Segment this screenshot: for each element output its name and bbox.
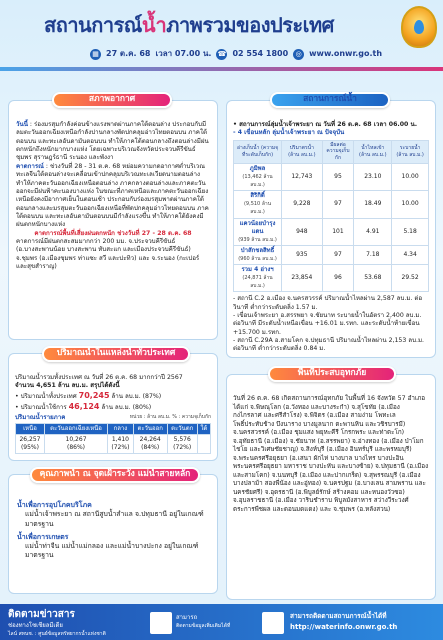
region-header: ตะวันตก bbox=[167, 423, 197, 434]
dam-value: 935 bbox=[282, 245, 322, 264]
dam-value: 10.00 bbox=[392, 163, 429, 190]
header bbox=[0, 0, 443, 70]
table-row bbox=[234, 218, 429, 245]
dam-value: 10.00 bbox=[392, 191, 429, 218]
dam-header: ระบายน้ำ (ล้าน ลบ.ม.) bbox=[392, 140, 429, 163]
table-row bbox=[234, 163, 429, 190]
dam-value: 7.18 bbox=[354, 245, 392, 264]
region-value bbox=[197, 434, 210, 453]
quality-item: น้ำเพื่อการเกษตร แม่น้ำท่าจีน แม่น้ำแม่กลอง และแม่น้ำบางปะกง อยู่ในเกณฑ์มาตรฐาน bbox=[17, 532, 199, 560]
dam-value: 53.68 bbox=[354, 265, 392, 292]
flood-heading: พื้นที่ประสบอุทกภัย bbox=[268, 366, 396, 382]
weather-card: วันนี้ : ร่องมรสุมกำลังค่อนข้างแรงพาดผ่านภาคใต้ตอนล่าง ประกอบกับมีลมตะวันออกเฉียงเหนือกำลังปานกลางพัดปกคลุมอ่าวไทยตอนบน ภาคใต้ตอนบน และทะเลอันดามันตอนบน ทำให้ภาคใต้ตอนกลางถึงตอนล่างมีฝนตกหนักถึงหนักมากบางแห่ง โดยเฉพาะบริเวณจังหวัดประจวบคีรีขันธ์ ชุมพร สุราษฎร์ธานี ระนอง และพังงา คาดการณ์ : ช่วงวันที่ 28 - 31 ต.ค. 68 หย่อมความกดอากาศต่ำบริเวณทะเลจีนใต้ตอนล่างจะเคลื่อนเข้าปกคลุมบริเวณทะเลเวียดนามตอนล่าง ทำให้ภาคตะวันออกเฉียงเหนือตอนล่าง ภาคกลางตอนล่างและภาคตะวันออกจะมีฝนฟ้าคะนองบางแห่ง ในขณะที่ภาคเหนือและภาคตะวันออกเฉียงเหนือยังคงมีอากาศเย็นในตอนเช้า ประกอบกับร่องมรสุมพาดผ่านภาคใต้ตอนกลางและมรสุมตะวันออกเฉียงเหนือที่พัดปกคลุมอ่าวไทยตอนบน ภาคใต้ตอนบน และทะเลอันดามันตอนบนมีกำลังแรงขึ้น ทำให้ภาคใต้ยังคงมีฝนตกหนักบางแห่ง คาดการณ์พื้นที่เสี่ยงฝนตกหนัก ช่วงวันที่ 27 - 28 ต.ค. 68 คาดการณ์มีฝนตกสะสมมากกว่า 200 มม. จ.ประจวบคีรีขันธ์ (อ.บางสะพานน้อย บางสะพาน ทับสะแก และเมืองประจวบคีรีขันธ์) จ.ชุมพร (อ.เมืองชุมพร ท่าแซะ สวี และปะทิว) และ จ.ระนอง (กะเปอร์ และสุขสำราญ) bbox=[8, 100, 218, 340]
region-value: 24,264 (84%) bbox=[133, 434, 167, 453]
dam-name: ป่าสักชลสิทธิ์ (960 ล้าน ลบ.ม.) bbox=[234, 245, 282, 264]
dam-name: ภูมิพล (13,462 ล้าน ลบ.ม.) bbox=[234, 163, 282, 190]
region-header: ใต้ bbox=[197, 423, 210, 434]
dam-value: 97 bbox=[322, 245, 354, 264]
dam-header: อ่างเก็บน้ำ (ความจุที่ระดับเก็บกัก) bbox=[234, 140, 282, 163]
onwr-logo-icon bbox=[401, 6, 437, 48]
dam-value: 29.52 bbox=[392, 265, 429, 292]
region-value: 26,257 (95%) bbox=[16, 434, 45, 453]
water-situation-card: • สถานการณ์ลุ่มน้ำเจ้าพระยา ณ วันที่ 26 ต.ค. 68 เวลา 06.00 น. - 4 เขื่อนหลัก ลุ่มน้ำเจ้าพระยา ณ ปัจจุบัน อ่างเก็บน้ำ (ความจุที่ระดับเก็บกัก) ปริมาตรน้ำ (ล้าน ลบ.ม.) มีผลต่อความจุเก็บกัก น้ำไหลเข้า (ล้าน ลบ.ม.) ระบายน้ำ (ล้าน ลบ.ม.) ภูมิพล (13,462 ล้าน ลบ.ม.) 12,743 95 23.10 10.00 สิริกิติ์ (9,510 ล้าน ลบ.ม.) 9,228 97 18.49 10.00 แควน้อยบำรุงแดน (939 ล้าน ลบ.ม.) 948 101 4.91 5.18 ป่าสักชลสิทธิ์ (960 ล้าน ลบ.ม.) 935 97 7.18 4.34 รวม 4 อ่างฯ (24,871 ล้าน ลบ.ม.) 23,854 96 53.68 29.52 - สถานี C.2 อ.เมือง จ.นครสวรรค์ ปริมาณน้ำไหลผ่าน 2,587 ลบ.ม. ต่อวินาที ต่ำกว่าระดับตลิ่ง 1.57 ม. - เขื่อนเจ้าพระยา อ.สรรพยา จ.ชัยนาท ระบายน้ำในอัตรา 2,400 ลบ.ม. ต่อวินาที มีระดับน้ำเหนือเขื่อน +16.01 ม.รทก. และระดับน้ำท้ายเขื่อน +15.700 ม.รทก. - สถานี C.29A อ.สามโคก จ.ปทุมธานี ปริมาณน้ำไหลผ่าน 2,153 ลบ.ม. ต่อวินาที ต่ำกว่าระดับตลิ่ง 0.84 ม. bbox=[226, 100, 436, 358]
dam-value: 5.18 bbox=[392, 218, 429, 245]
footer: ติดตามข่าวสาร ช่องทางโซเชียลมีเดีย ไลน์ สทนช. : ศูนย์ข้อมูลทรัพยากรน้ำแห่งชาติ สามารถ ติดตามข้อมูลเพิ่มเติมได้ที่ สามารถติดตามสถานการณ์น้ำได้ที่ http://waterinfo.onwr.go.th bbox=[0, 604, 443, 640]
dam-value: 4.91 bbox=[354, 218, 392, 245]
website-link[interactable]: www.onwr.go.th bbox=[309, 49, 383, 59]
waterinfo-link[interactable]: http://waterinfo.onwr.go.th bbox=[290, 623, 398, 631]
dam-header: น้ำไหลเข้า (ล้าน ลบ.ม.) bbox=[354, 140, 392, 163]
water-volume-card: ปริมาณน้ำรวมทั้งประเทศ ณ วันที่ 26 ต.ค. 68 มากกว่าปี 2567 จำนวน 4,651 ล้าน ลบ.ม. สรุปได้ดังนี้ • ปริมาณน้ำทั้งประเทศ 70,245 ล้าน ลบ.ม. (87%) • ปริมาณน้ำใช้การ 46,124 ล้าน ลบ.ม. (80%) ปริมาณน้ำรายภาค หน่วย : ล้าน ลบ.ม. % : ความจุเก็บกัก เหนือ ตะวันออกเฉียงเหนือ กลาง ตะวันออก ตะวันตก ใต้ 26,257 (95%) 10,267 (86%) 1,410 (72%) 24,264 (84%) 5,576 (72%) bbox=[8, 353, 218, 461]
region-header: ตะวันออก bbox=[133, 423, 167, 434]
quality-list bbox=[17, 501, 209, 561]
dam-value: 97 bbox=[322, 191, 354, 218]
volume-row: • ปริมาณน้ำใช้การ 46,124 ล้าน ลบ.ม. (80%) bbox=[15, 401, 152, 411]
qr-code-icon[interactable] bbox=[262, 612, 284, 634]
region-table bbox=[15, 423, 211, 454]
region-value: 10,267 (86%) bbox=[44, 434, 107, 453]
dam-name: สิริกิติ์ (9,510 ล้าน ลบ.ม.) bbox=[234, 191, 282, 218]
qr-code-icon[interactable] bbox=[150, 612, 172, 634]
dam-value: 18.49 bbox=[354, 191, 392, 218]
header-divider bbox=[0, 67, 443, 71]
dam-table bbox=[233, 140, 429, 293]
region-value: 5,576 (72%) bbox=[167, 434, 197, 453]
weather-heading: สภาพอากาศ bbox=[52, 92, 172, 108]
dam-value: 23,854 bbox=[282, 265, 322, 292]
dam-name: รวม 4 อ่างฯ (24,871 ล้าน ลบ.ม.) bbox=[234, 265, 282, 292]
header-info: ▦ 27 ต.ค. 68 เวลา 07.00 น. ☎ 02 554 1800 ◎ www.onwr.go.th bbox=[90, 49, 382, 60]
region-value: 1,410 (72%) bbox=[108, 434, 134, 453]
region-header: ตะวันออกเฉียงเหนือ bbox=[44, 423, 107, 434]
dam-header: ปริมาตรน้ำ (ล้าน ลบ.ม.) bbox=[282, 140, 322, 163]
dam-value: 948 bbox=[282, 218, 322, 245]
quality-heading: คุณภาพน้ำ ณ จุดเฝ้าระวัง แม่น้ำสายหลัก bbox=[30, 467, 200, 483]
quality-item: น้ำเพื่อการอุปโภคบริโภค แม่น้ำเจ้าพระยา ณ สถานีสูบน้ำสำแล จ.ปทุมธานี อยู่ในเกณฑ์มาตรฐาน bbox=[17, 501, 204, 528]
water-situation-heading: สถานการณ์น้ำ bbox=[270, 92, 390, 108]
dam-name: แควน้อยบำรุงแดน (939 ล้าน ลบ.ม.) bbox=[234, 218, 282, 245]
region-header: เหนือ bbox=[16, 423, 45, 434]
volume-row: • ปริมาณน้ำทั้งประเทศ 70,245 ล้าน ลบ.ม. (87%) bbox=[15, 390, 162, 400]
table-row bbox=[234, 245, 429, 264]
table-row bbox=[234, 191, 429, 218]
dam-value: 101 bbox=[322, 218, 354, 245]
dam-value: 9,228 bbox=[282, 191, 322, 218]
dam-value: 96 bbox=[322, 265, 354, 292]
table-row bbox=[234, 265, 429, 292]
flood-card: วันที่ 26 ต.ค. 68 เกิดสถานการณ์อุทกภัย ในพื้นที่ 16 จังหวัด 57 อำเภอ ได้แก่ จ.พิษณุโลก (อ.วังทอง และบางระกำ) จ.สุโขทัย (อ.เมือง กงไกรลาศ และศรีสำโรง) จ.พิจิตร (อ.เมือง สามง่าม โพทะเล โพธิ์ประทับช้าง บึงนาราง บางมูลนาก ตะพานหิน และวชิรบารมี) จ.นครสวรรค์ (อ.เมือง ชุมแสง พยุหะคีรี โกรกพระ และท่าตะโก) จ.อุทัยธานี (อ.เมือง) จ.ชัยนาท (อ.สรรพยา) จ.อ่างทอง (อ.เมือง ป่าโมก ไชโย และวิเศษชัยชาญ) จ.สิงห์บุรี (อ.เมือง อินทร์บุรี และพรหมบุรี) จ.พระนครศรีอยุธยา (อ.เสนา ผักไห่ บางบาล บางไทร บางปะอิน พระนครศรีอยุธยา มหาราช บางปะหัน และบางซ้าย) จ.ปทุมธานี (อ.เมือง และสามโคก) จ.นนทบุรี (อ.เมือง และปากเกร็ด) จ.สุพรรณบุรี (อ.เมือง บางปลาม้า สองพี่น้อง และอู่ทอง) จ.นครปฐม (อ.บางเลน สามพราน และนครชัยศรี) จ.อุดรธานี (อ.พิบูลย์รักษ์ สร้างคอม และหนองวัวซอ) จ.อุบลราชธานี (อ.เมือง วารินชำราบ พิบูลมังสาหาร สว่างวีระวงศ์ ตระการพืชผล และดอนมดแดง) และ จ.ชุมพร (อ.หลังสวน) bbox=[226, 374, 436, 600]
volume-heading: ปริมาณน้ำในแหล่งน้ำทั่วประเทศ bbox=[42, 346, 190, 362]
region-header: กลาง bbox=[108, 423, 134, 434]
dam-value: 12,743 bbox=[282, 163, 322, 190]
dam-value: 4.34 bbox=[392, 245, 429, 264]
calendar-icon: ▦ bbox=[90, 49, 101, 60]
phone-icon: ☎ bbox=[216, 49, 227, 60]
globe-icon: ◎ bbox=[293, 49, 304, 60]
page-title: สถานการณ์น้ำภาพรวมของประเทศ bbox=[44, 13, 334, 37]
water-quality-card bbox=[8, 474, 218, 594]
volume-list bbox=[15, 391, 211, 413]
dam-header: มีผลต่อความจุเก็บกัก bbox=[322, 140, 354, 163]
dam-value: 95 bbox=[322, 163, 354, 190]
dam-value: 23.10 bbox=[354, 163, 392, 190]
